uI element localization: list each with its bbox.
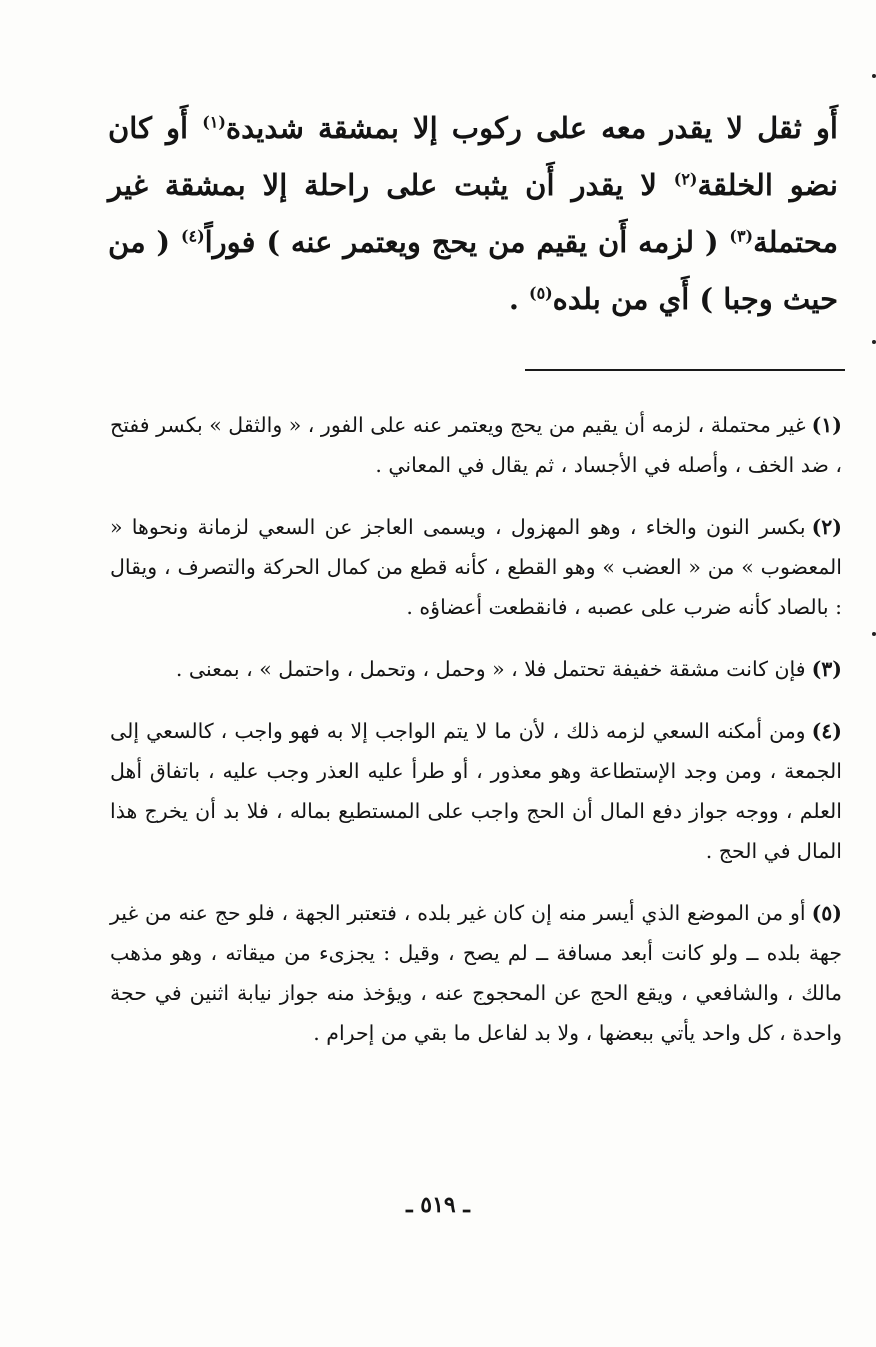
footnote-ref-3: (٣) [729, 226, 754, 246]
footnote-1 [110, 405, 842, 485]
main-text [108, 100, 838, 328]
footnote-number: (٣) [811, 657, 842, 681]
footnote-3 [110, 649, 842, 689]
footnote-number: (٤) [811, 719, 842, 743]
footnote-4 [110, 711, 842, 871]
footnote-2 [110, 507, 842, 627]
footnote-ref-4: (٤) [180, 226, 205, 246]
footnote-number: (٢) [811, 515, 842, 539]
main-line-2: نضو الخلقة$^{(٢)}$ لا يقدر أَن يثبت على راحلة إلا بمشقة غير [108, 168, 838, 202]
main-line-3: محتملة$^{(٣)}$ ( لزمه أَن يقيم من يحج ويعتمر عنه ) فوراً$^{(٤)}$ [180, 225, 838, 259]
footnote-text: بكسر النون والخاء ، وهو المهزول ، ويسمى العاجز عن السعي لزمانة ونحوها « المعضوب » من « العضب » وهو القطع ، كأنه قطع من كمال الحركة والتصرف ، ويقال : بالصاد كأنه ضرب على عصبه ، فانقطعت أعضاؤه . [110, 515, 842, 619]
main-line-4: ( من حيث وجبا ) أَي من بلده$^{(٥)}$ . [108, 225, 838, 316]
footnote-number: (١) [811, 413, 842, 437]
main-line-1: أَو ثقل لا يقدر معه على ركوب إلا بمشقة شديدة$^{(١)}$ أَو كان [108, 111, 838, 145]
footnotes-section [110, 405, 842, 1075]
page-number: ـ ٥١٩ ـ [406, 1192, 470, 1218]
scan-edge-mark [872, 74, 876, 78]
footnote-5 [110, 893, 842, 1053]
footnote-number: (٥) [811, 901, 842, 925]
footnote-text: ومن أمكنه السعي لزمه ذلك ، لأن ما لا يتم الواجب إلا به فهو واجب ، كالسعي إلى الجمعة ، ومن وجد الإستطاعة وهو معذور ، أو طرأ عليه العذر وجب عليه ، باتفاق أهل العلم ، ووجه جواز دفع المال أن الحج واجب على المستطيع بماله ، فلا بد أن يخرج هذا المال في الحج . [110, 719, 842, 863]
footnote-separator-rule [525, 369, 845, 371]
scan-edge-mark [872, 632, 876, 636]
footnote-text: غير محتملة ، لزمه أن يقيم من يحج ويعتمر عنه على الفور ، « والثقل » بكسر ففتح ، ضد الخف ، وأصله في الأجساد ، ثم يقال في المعاني . [109, 413, 842, 477]
scan-edge-mark [872, 340, 876, 344]
footnote-ref-2: (٢) [673, 169, 698, 189]
footnote-text: أو من الموضع الذي أيسر منه إن كان غير بلده ، فتعتبر الجهة ، فلو حج عنه من غير جهة بلده ــ ولو كانت أبعد مسافة ــ لم يصح ، وقيل : يجزىء من ميقاته ، وهو مذهب مالك ، والشافعي ، ويقع الحج عن المحجوج عنه ، ويؤخذ منه جواز نيابة اثنين في حجة واحدة ، كل واحد يأتي ببعضها ، ولا بد لفاعل ما بقي من إحرام . [110, 901, 842, 1045]
footnote-text: فإن كانت مشقة خفيفة تحتمل فلا ، « وحمل ، وتحمل ، واحتمل » ، بمعنى . [175, 657, 806, 681]
footnote-ref-1: (١) [202, 112, 226, 132]
footnote-ref-5: (٥) [529, 283, 553, 303]
